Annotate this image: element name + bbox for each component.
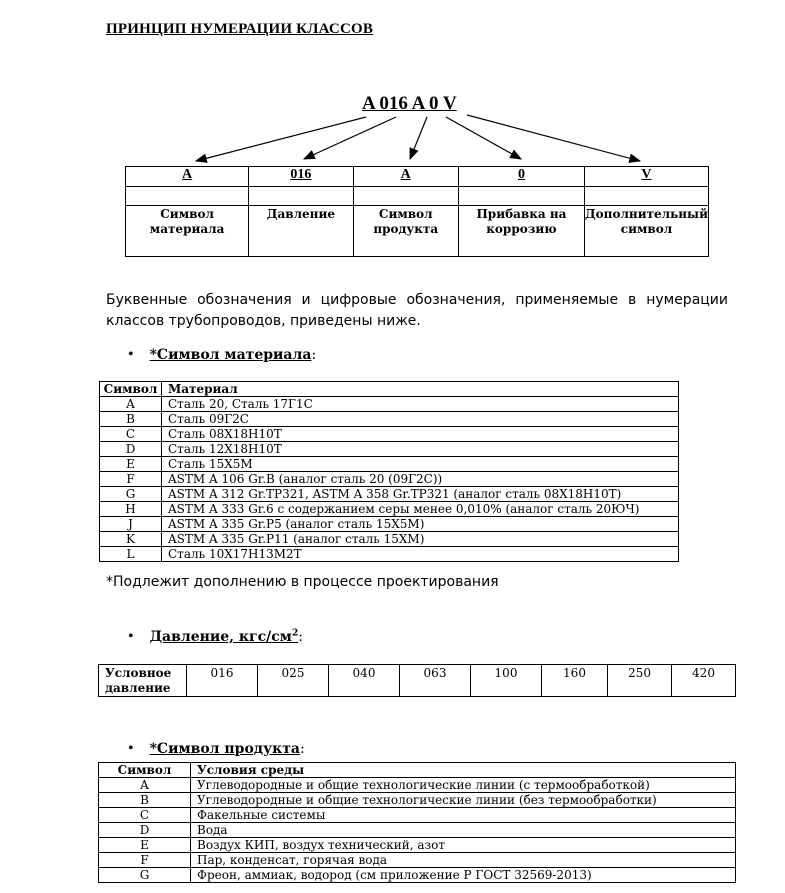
schema-symbol-material: A (126, 167, 249, 187)
pressure-value-cell: 016 (187, 665, 258, 697)
product-section-title (128, 740, 305, 758)
material-name-cell: ASTM A 335 Gr.P11 (аналог сталь 15ХМ) (162, 532, 679, 547)
material-note: *Подлежит дополнению в процессе проектирования (106, 574, 499, 590)
pressure-value-cell: 025 (258, 665, 329, 697)
table-row (100, 517, 679, 532)
product-colon: : (299, 741, 305, 757)
product-conditions-cell: Углеводородные и общие технологические линии (без термообработки) (191, 793, 736, 808)
pressure-value-cell: 250 (608, 665, 672, 697)
schema-symbol-pressure: 016 (249, 167, 353, 187)
product-symbol-cell: G (99, 868, 191, 883)
pressure-value-cell: 100 (471, 665, 542, 697)
table-row (100, 502, 679, 517)
material-name-cell: Сталь 15Х5М (162, 457, 679, 472)
code-schema-table (125, 166, 709, 257)
material-name-cell: Сталь 12Х18Н10Т (162, 442, 679, 457)
schema-label-product: Символ продукта (353, 206, 458, 257)
pressure-value-cell: 040 (329, 665, 400, 697)
product-symbol-cell: E (99, 838, 191, 853)
product-conditions-cell: Вода (191, 823, 736, 838)
arrow-material (196, 117, 366, 161)
pressure-table (98, 664, 736, 697)
bullet-icon: • (128, 740, 134, 757)
intro-paragraph: Буквенные обозначения и цифровые обозначения, применяемые в нумерации классов трубопроводов, приведены ниже. (106, 292, 728, 329)
product-title: *Символ продукта (149, 741, 300, 757)
material-name-cell: Сталь 20, Сталь 17Г1С (162, 397, 679, 412)
material-symbol-cell: D (100, 442, 162, 457)
table-row (100, 532, 679, 547)
arrow-corrosion (446, 117, 521, 159)
material-symbol-cell: L (100, 547, 162, 562)
bullet-icon: • (128, 628, 134, 645)
product-conditions-cell: Фреон, аммиак, водород (см приложение Р ГОСТ 32569-2013) (191, 868, 736, 883)
product-conditions-cell: Пар, конденсат, горячая вода (191, 853, 736, 868)
product-conditions-cell: Факельные системы (191, 808, 736, 823)
table-row (100, 547, 679, 562)
product-table (98, 762, 736, 883)
material-symbol-cell: C (100, 427, 162, 442)
table-row (100, 442, 679, 457)
schema-label-additional: Дополнительный символ (584, 206, 708, 257)
pressure-label: Условное давление (99, 665, 187, 697)
product-header-conditions: Условия среды (191, 763, 736, 778)
pressure-value-cell: 420 (672, 665, 736, 697)
product-symbol-cell: A (99, 778, 191, 793)
schema-symbol-corrosion: 0 (458, 167, 584, 187)
material-colon: : (311, 347, 317, 363)
product-symbol-cell: D (99, 823, 191, 838)
table-row (99, 808, 736, 823)
material-symbol-cell: G (100, 487, 162, 502)
pressure-value-cell: 063 (400, 665, 471, 697)
material-symbol-cell: H (100, 502, 162, 517)
material-table (99, 381, 679, 562)
table-row (99, 823, 736, 838)
table-row (99, 868, 736, 883)
pressure-title: Давление, кгс/см (149, 629, 292, 645)
material-title: *Символ материала (149, 347, 312, 363)
material-symbol-cell: A (100, 397, 162, 412)
table-row (100, 472, 679, 487)
product-symbol-cell: B (99, 793, 191, 808)
schema-symbol-product: A (353, 167, 458, 187)
product-symbol-cell: F (99, 853, 191, 868)
table-row (100, 457, 679, 472)
pressure-section-title (128, 628, 303, 646)
material-name-cell: ASTM A 333 Gr.6 с содержанием серы менее 0,010% (аналог сталь 20ЮЧ) (162, 502, 679, 517)
material-symbol-cell: F (100, 472, 162, 487)
class-code: A 016 A 0 V (362, 93, 457, 114)
schema-label-corrosion: Прибавка на коррозию (458, 206, 584, 257)
pressure-value-cell: 160 (542, 665, 608, 697)
product-conditions-cell: Воздух КИП, воздух технический, азот (191, 838, 736, 853)
material-symbol-cell: K (100, 532, 162, 547)
product-symbol-cell: C (99, 808, 191, 823)
table-row (100, 397, 679, 412)
product-conditions-cell: Углеводородные и общие технологические линии (с термообработкой) (191, 778, 736, 793)
table-row (100, 487, 679, 502)
material-name-cell: ASTM A 106 Gr.B (аналог сталь 20 (09Г2С)) (162, 472, 679, 487)
table-row (99, 778, 736, 793)
material-header-symbol: Символ (100, 382, 162, 397)
page-heading: ПРИНЦИП НУМЕРАЦИИ КЛАССОВ (106, 21, 374, 37)
material-symbol-cell: E (100, 457, 162, 472)
material-name-cell: Сталь 08Х18Н10Т (162, 427, 679, 442)
material-name-cell: Сталь 10Х17Н13М2Т (162, 547, 679, 562)
arrow-product (410, 117, 427, 159)
material-header-material: Материал (162, 382, 679, 397)
material-section-title (128, 346, 316, 364)
material-symbol-cell: B (100, 412, 162, 427)
bullet-icon: • (128, 346, 134, 363)
arrow-pressure (304, 117, 396, 159)
table-row (99, 853, 736, 868)
product-header-symbol: Символ (99, 763, 191, 778)
code-arrows (0, 0, 785, 170)
table-row (100, 412, 679, 427)
table-row (99, 838, 736, 853)
pressure-colon: : (298, 629, 303, 645)
schema-label-pressure: Давление (249, 206, 353, 257)
schema-label-material: Символ материала (126, 206, 249, 257)
table-row (100, 427, 679, 442)
pressure-sup: 2 (291, 628, 299, 639)
material-symbol-cell: J (100, 517, 162, 532)
material-name-cell: ASTM A 312 Gr.TP321, ASTM A 358 Gr.TP321 (аналог сталь 08Х18Н10Т) (162, 487, 679, 502)
schema-symbol-additional: V (584, 167, 708, 187)
material-name-cell: Сталь 09Г2С (162, 412, 679, 427)
arrow-additional (467, 115, 640, 161)
table-row (99, 793, 736, 808)
material-name-cell: ASTM A 335 Gr.P5 (аналог сталь 15Х5М) (162, 517, 679, 532)
